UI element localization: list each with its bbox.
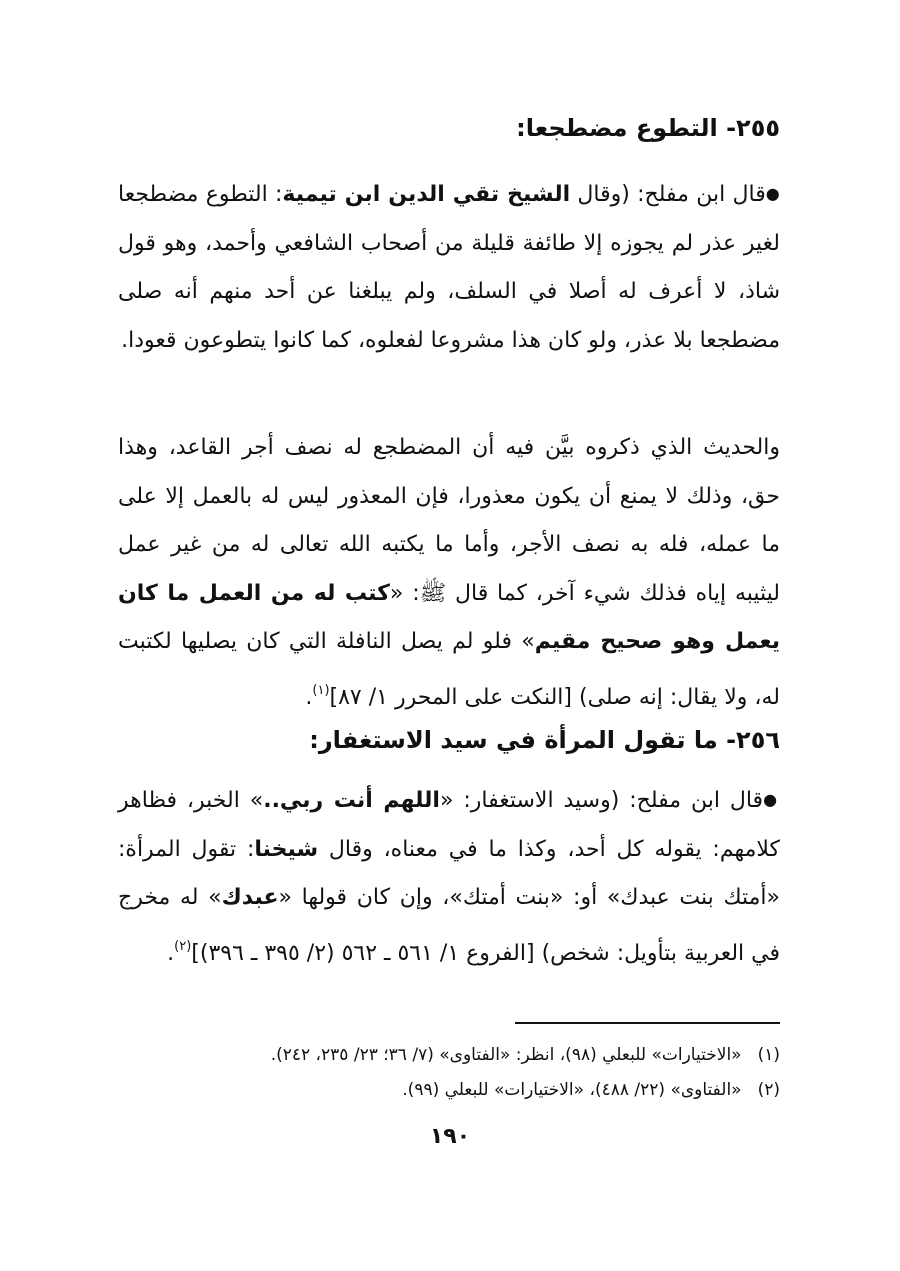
text-run: : تقول المرأة: «أمتك بنت عبدك» أو: «بنت أمتك»، وإن كان قولها « [118, 836, 780, 910]
section-256-paragraph-1 [118, 776, 780, 978]
text-run: . [167, 940, 175, 966]
bold-text-run: عبدك [221, 885, 279, 910]
section-255-paragraph-1 [118, 170, 780, 365]
footnotes [118, 1038, 780, 1108]
section-256-heading: ٢٥٦- ما تقول المرأة في سيد الاستغفار: [309, 726, 780, 754]
page-number: ١٩٠ [429, 1124, 471, 1149]
hadith-quote: كتب له من العمل ما كان يعمل وهو صحيح مقيم [118, 580, 781, 654]
text-run: » له مخرج في العربية بتأويل: شخص) [الفروع ١/ ٥٦١ ـ ٥٦٢ (٢/ ٣٩٥ ـ ٣٩٦)] [118, 885, 780, 966]
footnote-number: (٢) [757, 1080, 780, 1100]
text-run: » فلو لم يصل النافلة التي كان يصليها لكتبت له، ولا يقال: إنه صلى) [النكت على المحرر ١/ ٨٧] [118, 629, 780, 710]
bold-text-run: شيخنا [254, 836, 319, 862]
bullet-icon: ● [763, 790, 780, 809]
text-run: » الخبر، فظاهر كلامهم: يقوله كل أحد، وكذا ما في معناه، وقال [118, 788, 780, 862]
footnote-text: «الفتاوى» (٢٢/ ٤٨٨)، «الاختيارات» للبعلي (٩٩). [402, 1080, 742, 1100]
footnote-ref-1[interactable]: (١) [312, 682, 330, 698]
footnote-number: (١) [757, 1045, 780, 1065]
text-run: . [305, 684, 313, 710]
text-run: قال ابن مفلح: (وقال [570, 182, 766, 207]
text-run: : التطوع مضطجعا لغير عذر لم يجوزه إلا طائفة قليلة من أصحاب الشافعي وأحمد، وهو قول شاذ، لا أعرف له أصلا في السلف، ولم يبلغنا عن أحد منهم أنه صلى مضطجعا بلا عذر، ولو كان هذا مشروعا لفعلوه، كما كانوا يتطوعون قعودا. [118, 182, 780, 353]
bold-text-run: اللهم أنت ربي.. [263, 788, 440, 813]
text-run: قال ابن مفلح: (وسيد الاستغفار: « [439, 788, 764, 813]
bold-text-run: الشيخ تقي الدين ابن تيمية [282, 182, 571, 207]
footnote-2 [118, 1073, 780, 1108]
section-255-heading: ٢٥٥- التطوع مضطجعا: [516, 114, 780, 142]
text-run: والحديث الذي ذكروه بيَّن فيه أن المضطجع له نصف أجر القاعد، وهذا حق، وذلك لا يمنع أن يكون معذورا، فإن المعذور ليس له بالعمل إلا على ما عمله، فله به نصف الأجر، وأما ما يكتبه الله تعالى له من غير عمل ليثيبه إياه فذلك شيء آخر، كما قال ﷺ: « [118, 435, 781, 606]
section-255-paragraph-2 [118, 424, 780, 722]
bullet-icon: ● [765, 184, 780, 203]
footnote-text: «الاختيارات» للبعلي (٩٨)، انظر: «الفتاوى» (٧/ ٣٦؛ ٢٣/ ٢٣٥، ٢٤٢). [270, 1045, 742, 1065]
footnote-ref-2[interactable]: (٢) [174, 938, 192, 954]
footnote-1 [118, 1038, 780, 1073]
footnote-separator [515, 1022, 780, 1024]
